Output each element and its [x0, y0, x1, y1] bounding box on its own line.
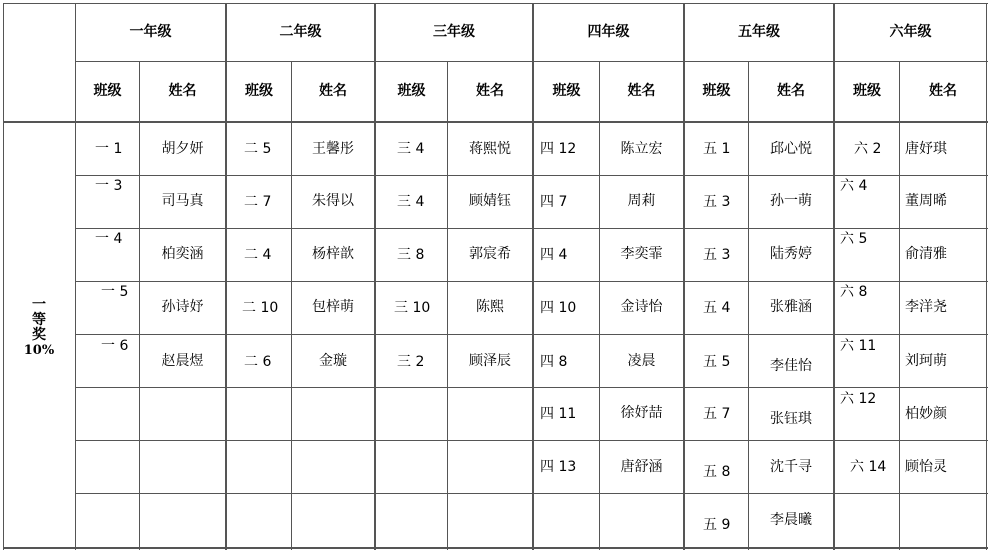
class-cell: 六 11	[840, 338, 877, 354]
student-name: 金诗怡	[620, 299, 663, 315]
name-column-header: 姓名	[476, 83, 504, 99]
class-cell: 三 2	[397, 354, 425, 370]
student-name: 顾泽辰	[469, 353, 511, 369]
class-cell: 一 1	[95, 141, 123, 157]
class-cell: 三 10	[394, 300, 431, 316]
class-cell: 四 8	[540, 354, 568, 370]
class-cell: 五 5	[703, 354, 731, 370]
name-column-header: 姓名	[168, 83, 197, 99]
class-cell: 四 12	[540, 141, 577, 157]
class-cell: 五 7	[703, 406, 731, 422]
class-cell: 一 5	[101, 284, 129, 300]
student-name: 凌晨	[627, 353, 656, 369]
class-column-header: 班级	[853, 83, 881, 99]
class-cell: 六 4	[840, 178, 868, 194]
class-cell: 三 4	[397, 194, 425, 210]
table-border-top	[3, 3, 988, 4]
student-name: 张雅涵	[770, 299, 812, 315]
class-cell: 二 7	[244, 194, 272, 210]
class-column-header: 班级	[93, 83, 122, 99]
grade-header: 四年级	[587, 24, 630, 40]
student-name: 杨梓歆	[312, 246, 354, 262]
student-name: 邱心悦	[770, 141, 812, 157]
student-name: 顾婧钰	[469, 193, 511, 209]
class-cell: 五 8	[703, 464, 731, 480]
student-name: 俞清雅	[905, 246, 947, 262]
name-column-header: 姓名	[777, 83, 805, 99]
student-name: 顾怡灵	[905, 459, 947, 475]
student-name: 周莉	[627, 193, 656, 209]
student-name: 蒋熙悦	[469, 141, 511, 157]
award-char: 奖	[32, 327, 46, 343]
grade-header: 三年级	[433, 24, 475, 40]
class-cell: 六 2	[854, 141, 882, 157]
student-name: 李佳怡	[770, 358, 812, 374]
award-char: 等	[32, 312, 46, 328]
class-cell: 一 4	[95, 231, 123, 247]
name-column-header: 姓名	[319, 83, 347, 99]
student-name: 沈千寻	[770, 459, 812, 475]
class-column-header: 班级	[397, 83, 426, 99]
grade-header: 一年级	[129, 24, 172, 40]
student-name: 陆秀婷	[770, 246, 812, 262]
student-name: 司马真	[161, 193, 204, 209]
col-line	[899, 62, 900, 550]
class-cell: 五 1	[703, 141, 731, 157]
header-bottom	[3, 121, 988, 123]
student-name: 郭宸希	[469, 246, 511, 262]
student-name: 包梓萌	[312, 299, 354, 315]
class-cell: 六 14	[850, 459, 887, 475]
grade-header: 二年级	[279, 24, 322, 40]
student-name: 张钰琪	[770, 411, 812, 427]
student-name: 柏奕涵	[161, 246, 204, 262]
class-cell: 四 10	[540, 300, 577, 316]
class-cell: 四 4	[540, 247, 568, 263]
student-name: 孙一萌	[770, 193, 812, 209]
class-cell: 一 3	[95, 178, 123, 194]
student-name: 金璇	[319, 353, 347, 369]
class-cell: 五 4	[703, 300, 731, 316]
class-cell: 四 7	[540, 194, 568, 210]
class-cell: 二 4	[244, 247, 272, 263]
student-name: 赵晨煜	[161, 353, 204, 369]
student-name: 李洋尧	[905, 299, 947, 315]
class-cell: 五 9	[703, 517, 731, 533]
student-name: 柏妙颜	[905, 406, 947, 422]
class-cell: 二 5	[244, 141, 272, 157]
class-cell: 二 10	[242, 300, 279, 316]
class-cell: 一 6	[101, 338, 129, 354]
class-cell: 四 11	[540, 406, 577, 422]
class-cell: 二 6	[244, 354, 272, 370]
grade-header: 六年级	[889, 24, 932, 40]
class-column-header: 班级	[245, 83, 273, 99]
award-percent: 10%	[23, 343, 55, 358]
class-cell: 六 12	[840, 391, 877, 407]
student-name: 唐舒涵	[620, 459, 663, 475]
student-name: 刘珂萌	[905, 353, 947, 369]
class-cell: 三 4	[397, 141, 425, 157]
class-cell: 六 5	[840, 231, 868, 247]
class-cell: 六 8	[840, 284, 868, 300]
class-column-header: 班级	[552, 83, 581, 99]
class-cell: 五 3	[703, 247, 731, 263]
table-border-right	[986, 3, 987, 550]
student-name: 董周晞	[905, 193, 947, 209]
student-name: 王馨彤	[312, 141, 354, 157]
student-name: 朱得以	[312, 193, 354, 209]
award-char: 一	[32, 297, 46, 313]
name-column-header: 姓名	[627, 83, 656, 99]
table-border-bottom	[3, 547, 988, 549]
student-name: 徐妤喆	[620, 405, 663, 421]
class-cell: 四 13	[540, 459, 577, 475]
class-cell: 五 3	[703, 194, 731, 210]
class-cell: 三 8	[397, 247, 425, 263]
student-name: 孙诗妤	[161, 299, 204, 315]
student-name: 陈立宏	[620, 141, 663, 157]
table-border-left	[3, 3, 4, 550]
student-name: 唐妤琪	[905, 141, 947, 157]
student-name: 李晨曦	[770, 512, 812, 528]
award-level-label	[4, 298, 74, 358]
student-name: 李奕霏	[620, 246, 663, 262]
grade-header: 五年级	[738, 24, 780, 40]
student-name: 胡夕妍	[161, 141, 204, 157]
student-name: 陈熙	[476, 299, 504, 315]
class-column-header: 班级	[702, 83, 731, 99]
name-column-header: 姓名	[929, 83, 957, 99]
